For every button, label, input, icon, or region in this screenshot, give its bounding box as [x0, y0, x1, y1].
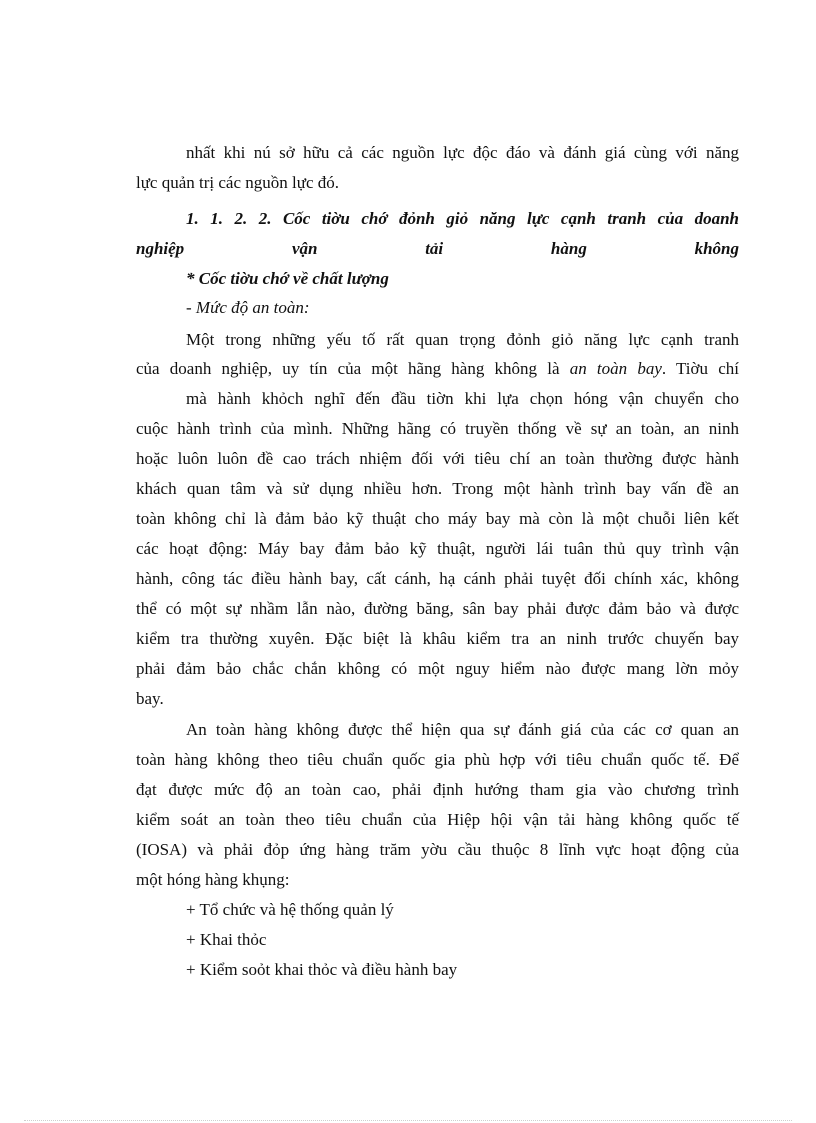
para2-line-12: phải đảm bảo chắc chắn không có một nguy hiểm nào được mang lờn mỏy — [136, 659, 739, 678]
list-item: + Khai thỏc — [186, 930, 267, 949]
para2-line-2 — [136, 359, 739, 379]
section-heading-line-1: 1. 1. 2. 2. Cốc tiờu chớ đỏnh giỏ năng lực cạnh tranh của doanh — [186, 209, 739, 228]
para2-line-6: khách quan tâm và sử dụng nhiều hơn. Trong một hành trình bay vấn đề an — [136, 479, 739, 498]
para2-emphasis-safety: an toàn bay — [569, 359, 662, 378]
para2-line-3: mà hành khỏch nghĩ đến đầu tiờn khi lựa chọn hóng vận chuyển cho — [186, 389, 739, 408]
para2-line-1: Một trong những yếu tố rất quan trọng đỏnh giỏ năng lực cạnh tranh — [186, 330, 739, 349]
para3-line-5: (IOSA) và phải đỏp ứng hàng trăm yờu cầu thuộc 8 lĩnh vực hoạt động của — [136, 840, 739, 859]
page-bottom-divider — [24, 1120, 792, 1121]
para2-line-7: toàn không chỉ là đảm bảo kỹ thuật cho máy bay mà còn là một chuỗi liên kết — [136, 509, 739, 528]
para3-line-3: đạt được mức độ an toàn cao, phải định hướng tham gia vào chương trình — [136, 780, 739, 799]
para2-line-8: các hoạt động: Máy bay đảm bảo kỹ thuật, người lái tuân thủ quy trình vận — [136, 539, 739, 558]
list-item: + Kiểm soỏt khai thỏc và điều hành bay — [186, 960, 458, 979]
para2-line-9: hành, công tác điều hành bay, cất cánh, hạ cánh phải tuyệt đối chính xác, không — [136, 569, 739, 588]
para2-line-11: kiểm tra thường xuyên. Đặc biệt là khâu kiểm tra an ninh trước chuyến bay — [136, 629, 739, 648]
para3-line-2: toàn hàng không theo tiêu chuẩn quốc gia phù hợp với tiêu chuẩn quốc tế. Để — [136, 750, 739, 769]
para3-line-1: An toàn hàng không được thể hiện qua sự đánh giá của các cơ quan an — [186, 720, 739, 739]
para2-line-13: bay. — [136, 689, 164, 708]
subheading-safety-level: - Mức độ an toàn: — [186, 298, 310, 317]
subheading-quality-criteria: * Cốc tiờu chớ về chất lượng — [186, 269, 389, 288]
list-item: + Tổ chức và hệ thống quản lý — [186, 900, 394, 919]
para1-line-2: lực quản trị các nguồn lực đó. — [136, 173, 340, 192]
section-heading-line-2: nghiệp vận tải hàng không — [136, 239, 739, 258]
para2-line-5: hoặc luôn luôn đề cao trách nhiệm đối với tiêu chí an toàn thường được hành — [136, 449, 739, 468]
para1-line-1: nhất khi nú sở hữu cả các nguồn lực độc đáo và đánh giá cùng với năng — [186, 143, 739, 162]
para2-line-2-after: . Tiờu chí — [661, 359, 739, 378]
para2-line-4: cuộc hành trình của mình. Những hãng có truyền thống về sự an toàn, an ninh — [136, 419, 739, 438]
para3-line-4: kiểm soát an toàn theo tiêu chuẩn của Hiệp hội vận tải hàng không quốc tế — [136, 810, 739, 829]
para3-line-6: một hóng hàng khụng: — [136, 870, 290, 889]
para2-line-10: thể có một sự nhầm lẫn nào, đường băng, sân bay phải được đảm bảo và được — [136, 599, 739, 618]
para2-line-2-before: của doanh nghiệp, uy tín của một hãng hàng không là — [136, 359, 570, 378]
